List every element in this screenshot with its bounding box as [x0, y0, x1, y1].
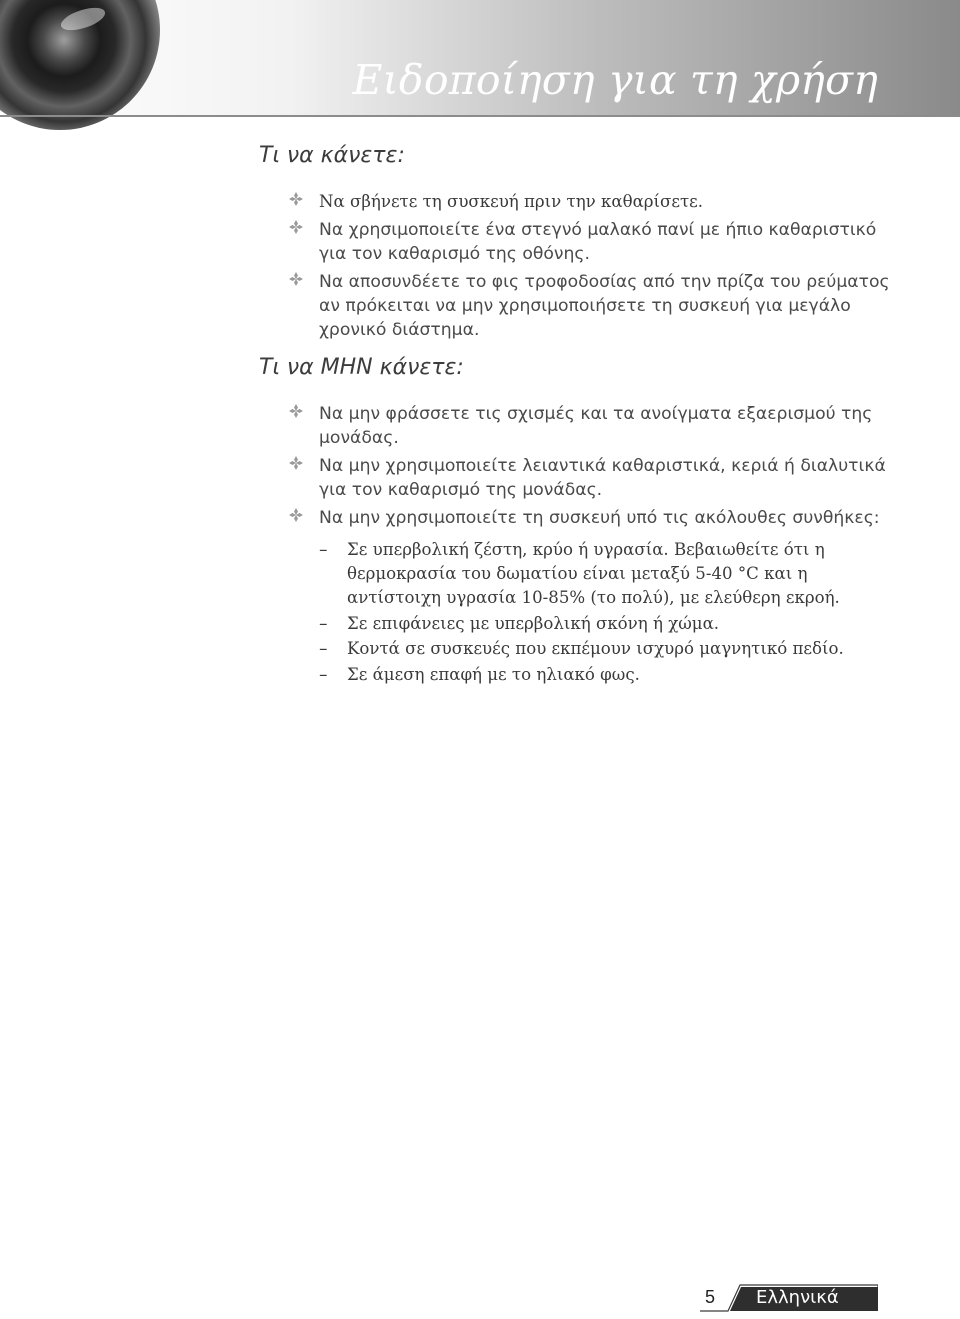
list-item [288, 402, 898, 450]
list-item [319, 538, 898, 610]
list-item [319, 637, 898, 661]
list-item-text: Να σβήνετε τη συσκευή πριν την καθαρίσετε. [319, 192, 704, 211]
diamond-bullet-icon [288, 219, 304, 235]
header-banner [0, 0, 960, 115]
footer-language-label: Ελληνικά [756, 1287, 839, 1308]
list-item [288, 270, 898, 342]
list-item [288, 506, 898, 687]
list-item [319, 663, 898, 687]
condition-text: Κοντά σε συσκευές που εκπέμουν ισχυρό μαγνητικό πεδίο. [347, 639, 844, 658]
dash-icon: – [319, 639, 328, 659]
dash-icon: – [319, 540, 328, 560]
header-divider [0, 115, 960, 117]
dont-section-heading: Τι να ΜΗΝ κάνετε: [259, 355, 464, 380]
diamond-bullet-icon [288, 191, 304, 207]
diamond-bullet-icon [288, 507, 304, 523]
list-item [319, 612, 898, 636]
list-item-text: Να μην φράσσετε τις σχισμές και τα ανοίγματα εξαερισμού της μονάδας. [319, 404, 873, 448]
list-item-text: Να μην χρησιμοποιείτε λειαντικά καθαριστικά, κεριά ή διαλυτικά για τον καθαρισμό της μονάδας. [319, 456, 886, 500]
list-item [288, 454, 898, 502]
condition-text: Σε άμεση επαφή με το ηλιακό φως. [347, 664, 640, 684]
list-item-text: Να μην χρησιμοποιείτε τη συσκευή υπό τις ακόλουθες συνθήκες: [319, 508, 880, 528]
page-footer [700, 1284, 878, 1312]
list-item-text: Να χρησιμοποιείτε ένα στεγνό μαλακό πανί με ήπιο καθαριστικό για τον καθαρισμό της οθόνης. [319, 220, 877, 264]
page-number: 5 [705, 1287, 716, 1307]
do-list [288, 190, 898, 346]
dash-icon: – [319, 664, 328, 685]
diamond-bullet-icon [288, 455, 304, 471]
page-title: Ειδοποίηση για τη χρήση [352, 56, 878, 104]
condition-text: Σε επιφάνειες με υπερβολική σκόνη ή χώμα. [347, 613, 720, 633]
list-item [288, 190, 898, 214]
list-item [288, 218, 898, 266]
do-section-heading: Τι να κάνετε: [259, 143, 405, 168]
conditions-list [319, 538, 898, 687]
diamond-bullet-icon [288, 271, 304, 287]
condition-text: Σε υπερβολική ζέστη, κρύο ή υγρασία. Βεβαιωθείτε ότι η θερμοκρασία του δωματίου είναι μεταξύ 5-40 °C και η αντίστοιχη υγρασία 10-85% (το πολύ), με ελεύθερη εκροή. [347, 540, 840, 607]
list-item-text: Να αποσυνδέετε το φις τροφοδοσίας από την πρίζα του ρεύματος αν πρόκειται να μην χρησιμοποιήσετε τη συσκευή για μεγάλο χρονικό διάστημα. [319, 272, 890, 340]
diamond-bullet-icon [288, 403, 304, 419]
dont-list [288, 402, 898, 691]
dash-icon: – [319, 613, 328, 634]
